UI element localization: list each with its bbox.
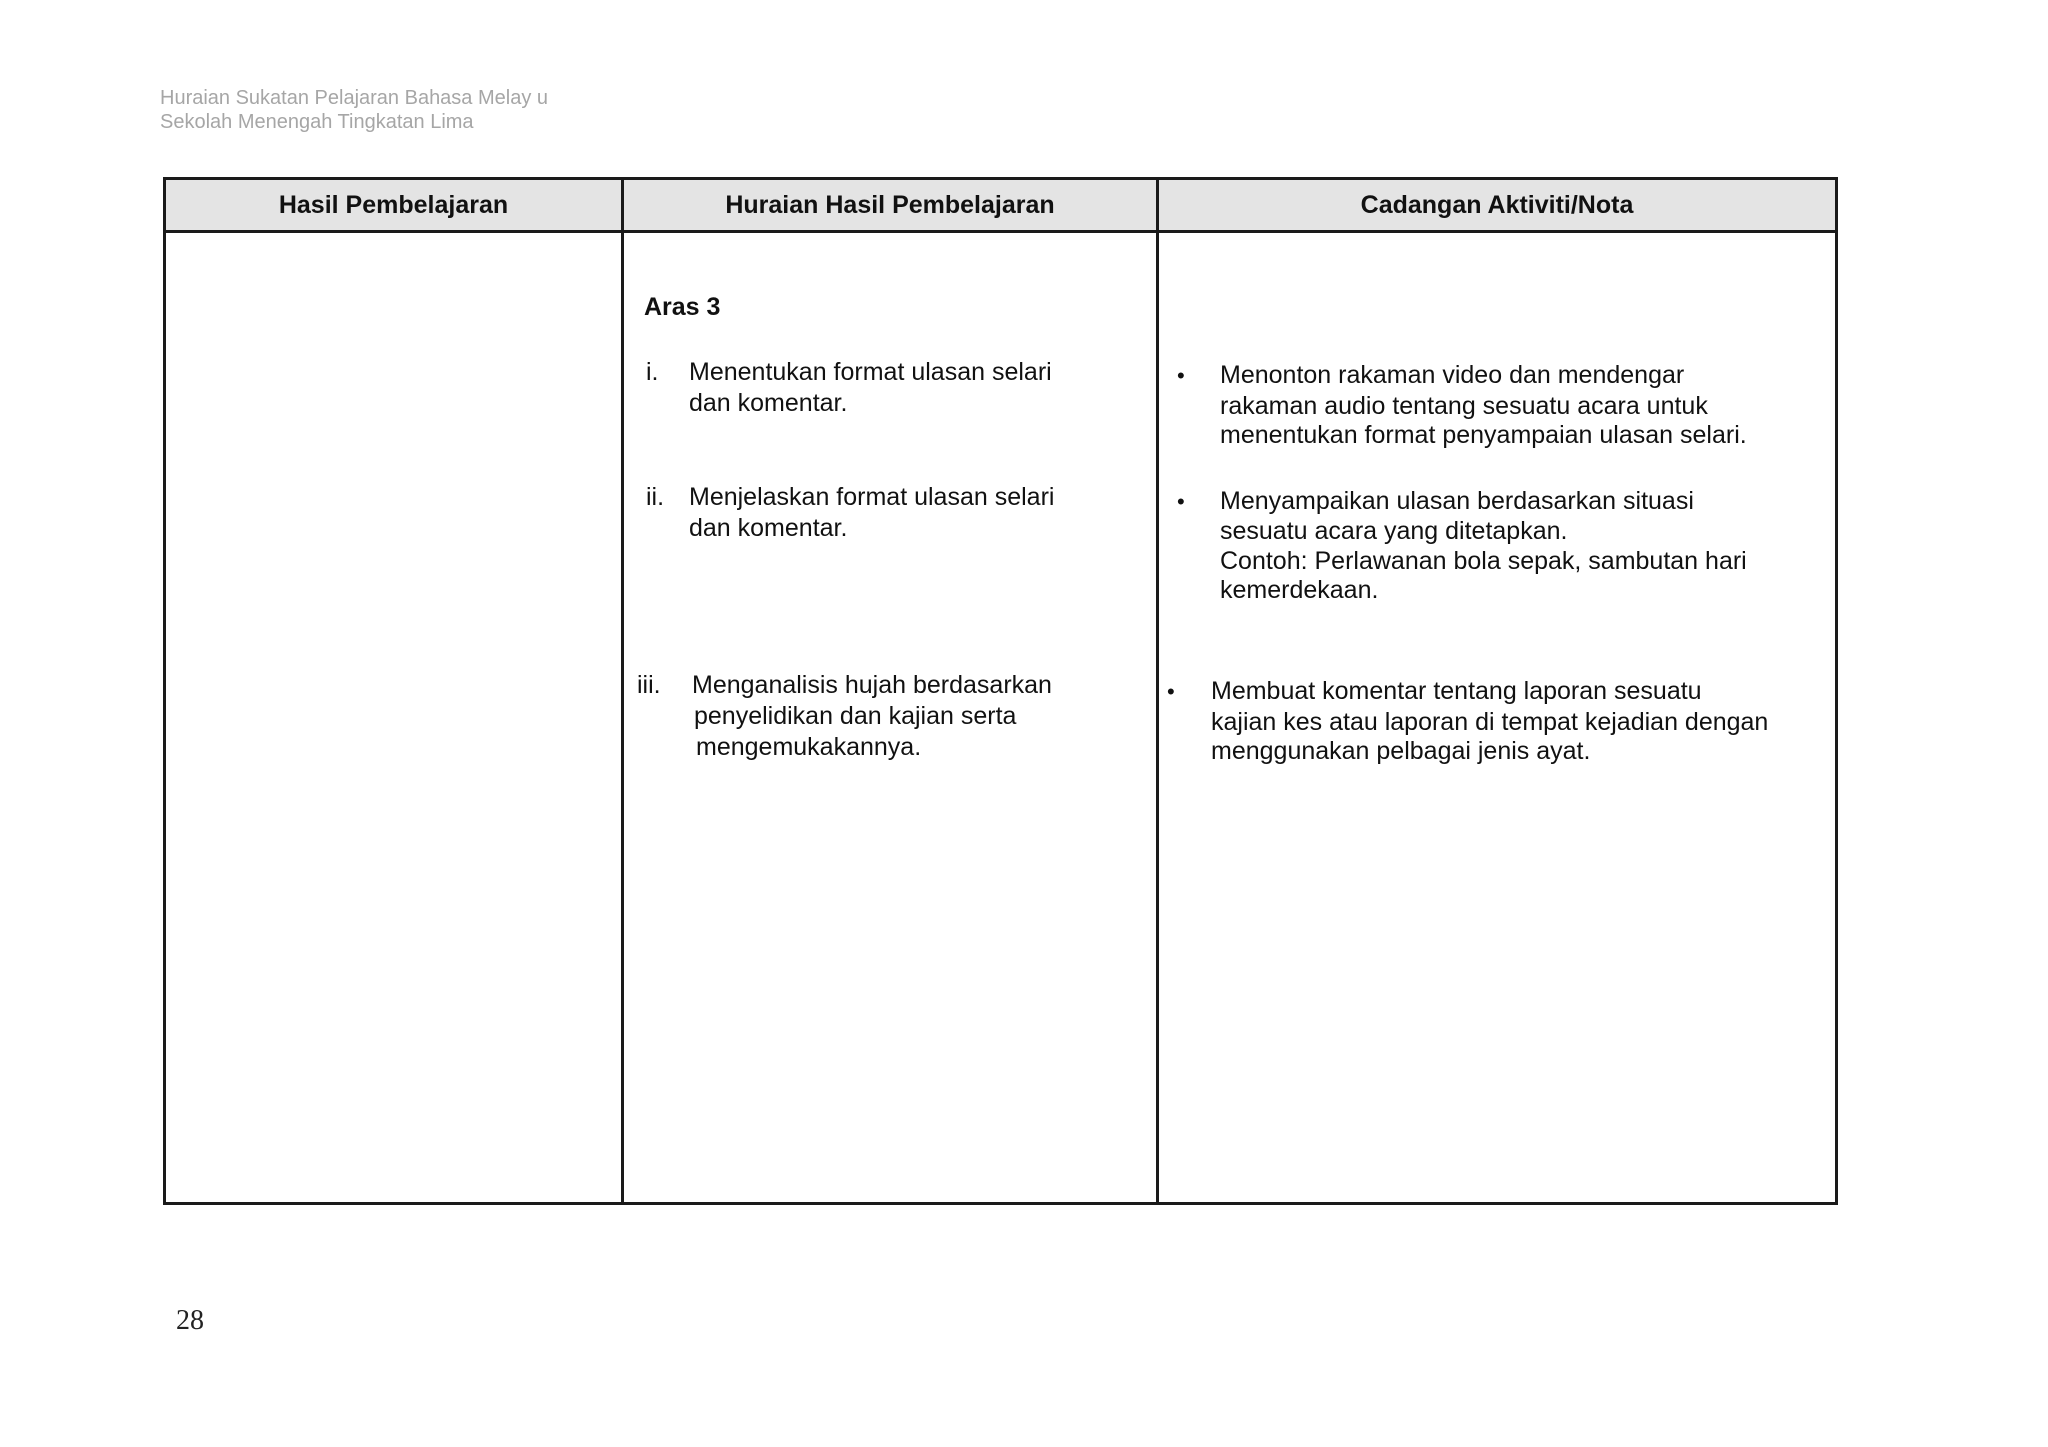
outcome-number: ii. [646, 483, 665, 511]
activity-line: kemerdekaan. [1220, 576, 1379, 604]
column-divider-1 [621, 180, 624, 1202]
page-number: 28 [176, 1305, 204, 1336]
activity-line: Menyampaikan ulasan berdasarkan situasi [1220, 487, 1694, 515]
bullet-icon: • [1167, 679, 1175, 704]
column-header-cadangan: Cadangan Aktiviti/Nota [1360, 191, 1634, 219]
activity-line: Contoh: Perlawanan bola sepak, sambutan hari [1220, 547, 1747, 575]
activity-line: Membuat komentar tentang laporan sesuatu [1211, 677, 1702, 705]
bullet-icon: • [1177, 363, 1185, 388]
bullet-icon: • [1177, 489, 1185, 514]
activity-line: kajian kes atau laporan di tempat kejadian dengan [1211, 708, 1769, 736]
table-header-row [166, 180, 1835, 233]
outcome-line: Menentukan format ulasan selari [689, 358, 1052, 386]
outcome-line: dan komentar. [689, 514, 848, 542]
outcome-line: mengemukakannya. [696, 733, 922, 761]
activity-line: menggunakan pelbagai jenis ayat. [1211, 737, 1591, 765]
activity-line: rakaman audio tentang sesuatu acara untuk [1220, 392, 1708, 420]
outcome-line: Menjelaskan format ulasan selari [689, 483, 1055, 511]
outcome-line: penyelidikan dan kajian serta [694, 702, 1017, 730]
activity-line: sesuatu acara yang ditetapkan. [1220, 517, 1568, 545]
outcome-number: i. [646, 358, 659, 386]
activity-line: menentukan format penyampaian ulasan selari. [1220, 421, 1747, 449]
document-header [160, 86, 548, 134]
column-header-hasil: Hasil Pembelajaran [278, 191, 509, 219]
outcome-number: iii. [637, 671, 661, 699]
syllabus-table [163, 177, 1838, 1205]
column-divider-2 [1156, 180, 1159, 1202]
header-line-2: Sekolah Menengah Tingkatan Lima [160, 111, 474, 133]
activity-line: Menonton rakaman video dan mendengar [1220, 361, 1685, 389]
outcome-line: dan komentar. [689, 389, 848, 417]
level-title: Aras 3 [644, 293, 721, 321]
header-line-1: Huraian Sukatan Pelajaran Bahasa Melay u [160, 87, 549, 109]
outcome-line: Menganalisis hujah berdasarkan [692, 671, 1052, 699]
column-header-huraian: Huraian Hasil Pembelajaran [725, 191, 1055, 219]
